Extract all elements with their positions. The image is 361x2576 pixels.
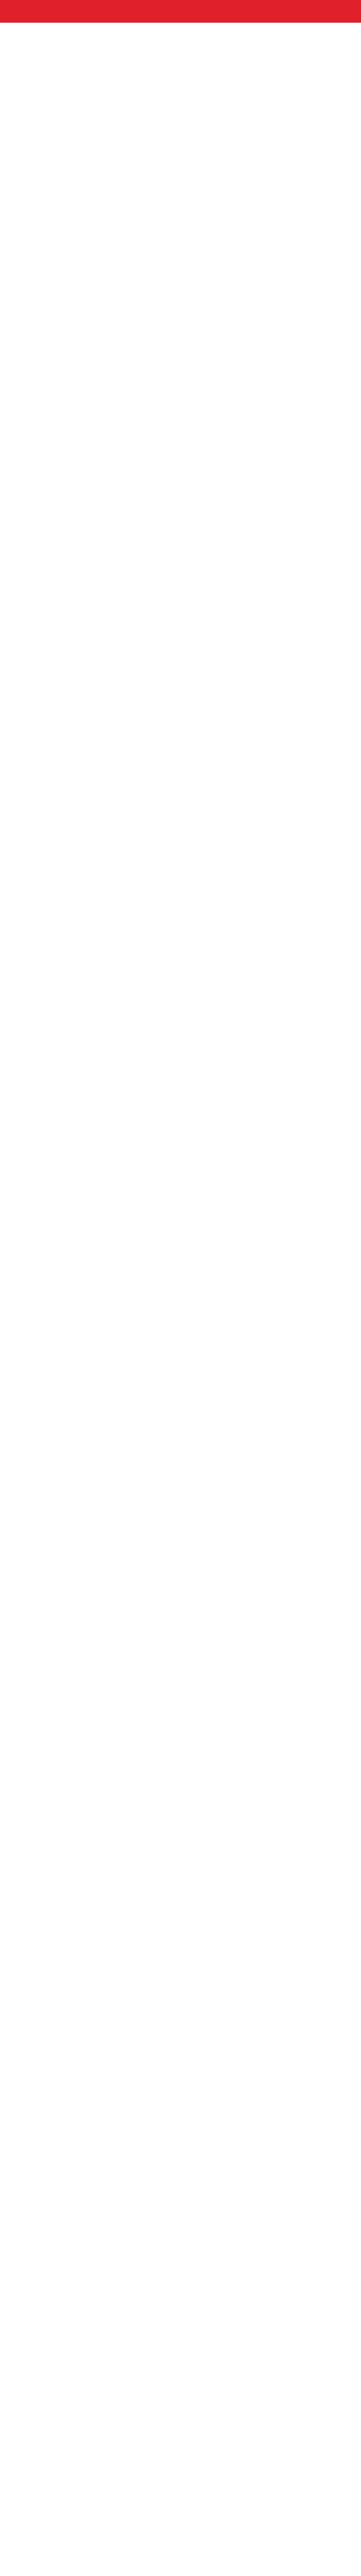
site-header [0, 0, 361, 23]
poem-content [0, 23, 361, 2576]
